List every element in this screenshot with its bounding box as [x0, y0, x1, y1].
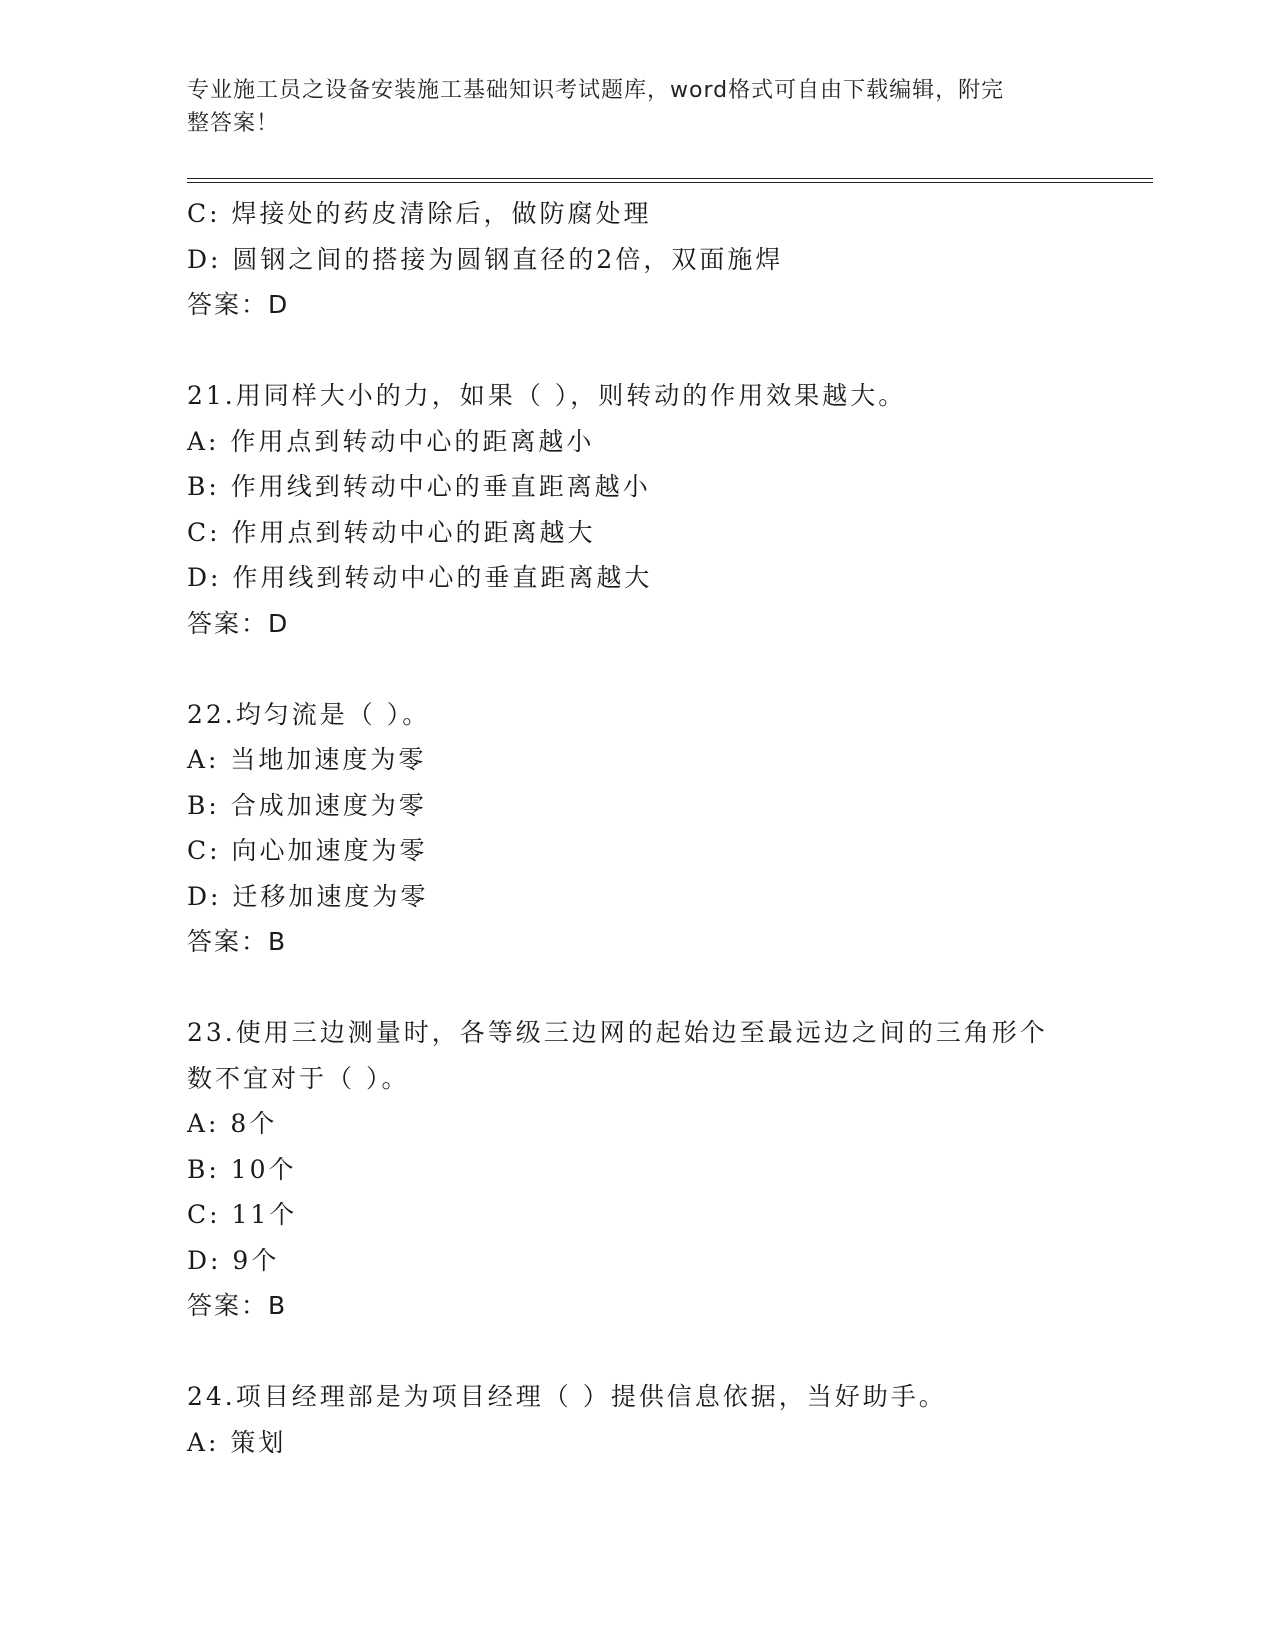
- header-title-line-2: 整答案！: [187, 111, 280, 136]
- question-block-prev: [187, 191, 1087, 328]
- option-c: C: 焊接处的药皮清除后，做防腐处理: [187, 199, 652, 228]
- answer-label: 答案：B: [187, 1291, 288, 1320]
- option-c: C: 向心加速度为零: [187, 836, 428, 865]
- option-b: B: 10个: [187, 1154, 297, 1184]
- option-d: D: 9个: [187, 1245, 280, 1275]
- question-title: 24.项目经理部是为项目经理（ ）提供信息依据，当好助手。: [187, 1382, 947, 1411]
- page-header: [187, 74, 1067, 140]
- question-block-22: [187, 692, 1087, 965]
- question-block-21: [187, 373, 1087, 646]
- question-block-24: [187, 1374, 1087, 1465]
- option-b: B: 合成加速度为零: [187, 790, 427, 820]
- question-title: 22.均匀流是（ ）。: [187, 699, 431, 729]
- option-c: C: 11个: [187, 1200, 298, 1229]
- question-title-line-1: 23.使用三边测量时，各等级三边网的起始边至最远边之间的三角形个: [187, 1018, 1048, 1047]
- answer-label: 答案：D: [187, 608, 290, 638]
- option-d: D: 迁移加速度为零: [187, 881, 429, 911]
- question-list: [187, 191, 1087, 1465]
- option-a: A: 策划: [187, 1427, 287, 1457]
- header-divider-bottom: [187, 182, 1153, 183]
- option-c: C: 作用点到转动中心的距离越大: [187, 517, 596, 547]
- question-title: 21.用同样大小的力，如果（ ），则转动的作用效果越大。: [187, 381, 907, 410]
- option-a: A: 作用点到转动中心的距离越小: [187, 426, 595, 456]
- header-title-line-1: 专业施工员之设备安装施工基础知识考试题库，word格式可自由下载编辑，附完: [187, 78, 1005, 103]
- question-title-line-2: 数不宜对于（ ）。: [187, 1063, 410, 1093]
- header-divider-top: [187, 178, 1153, 179]
- option-d: D: 作用线到转动中心的垂直距离越大: [187, 563, 653, 592]
- option-b: B: 作用线到转动中心的垂直距离越小: [187, 472, 651, 501]
- answer-label: 答案：D: [187, 290, 290, 319]
- option-d: D: 圆钢之间的搭接为圆钢直径的2倍，双面施焊: [187, 244, 784, 274]
- option-a: A: 当地加速度为零: [187, 745, 427, 774]
- option-a: A: 8个: [187, 1109, 278, 1138]
- answer-label: 答案：B: [187, 927, 288, 956]
- question-block-23: [187, 1010, 1087, 1329]
